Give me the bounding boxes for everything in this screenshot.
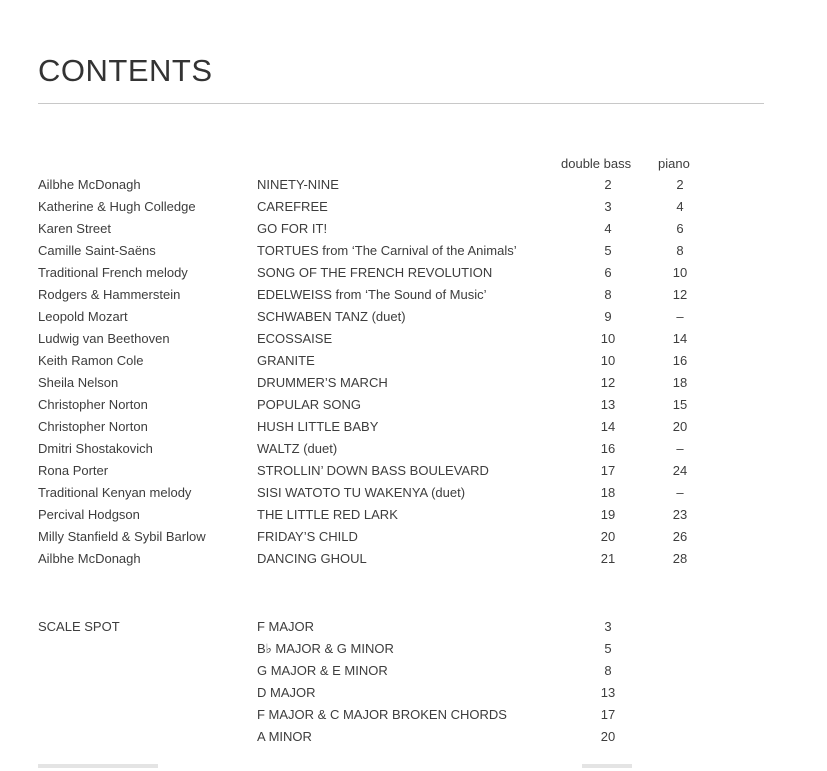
cropped-text-fragment xyxy=(582,764,632,768)
piano-page: 26 xyxy=(672,529,688,544)
composer: Milly Stanfield & Sybil Barlow xyxy=(38,529,206,544)
piece-title: FRIDAY’S CHILD xyxy=(257,529,358,544)
piano-page: – xyxy=(676,485,684,500)
piano-page: – xyxy=(676,309,684,324)
double-bass-page: 20 xyxy=(600,529,616,544)
double-bass-page: 9 xyxy=(604,309,612,324)
composer: Camille Saint-Saëns xyxy=(38,243,156,258)
piece-title: THE LITTLE RED LARK xyxy=(257,507,398,522)
composer: Traditional French melody xyxy=(38,265,188,280)
composer: Katherine & Hugh Colledge xyxy=(38,199,196,214)
piano-page: 18 xyxy=(672,375,688,390)
composer: Keith Ramon Cole xyxy=(38,353,144,368)
composer: Dmitri Shostakovich xyxy=(38,441,153,456)
piano-page: 15 xyxy=(672,397,688,412)
scale-title: B♭ MAJOR & G MINOR xyxy=(257,641,394,656)
piece-title: DRUMMER’S MARCH xyxy=(257,375,388,390)
piece-title: EDELWEISS from ‘The Sound of Music’ xyxy=(257,287,487,302)
double-bass-page: 6 xyxy=(604,265,612,280)
piece-title: STROLLIN’ DOWN BASS BOULEVARD xyxy=(257,463,489,478)
piece-title: HUSH LITTLE BABY xyxy=(257,419,379,434)
piano-page: 16 xyxy=(672,353,688,368)
piece-title: CAREFREE xyxy=(257,199,328,214)
piano-page: 10 xyxy=(672,265,688,280)
piece-title: POPULAR SONG xyxy=(257,397,362,412)
piano-page: 24 xyxy=(672,463,688,478)
double-bass-page: 2 xyxy=(604,177,612,192)
piece-title: SISI WATOTO TU WAKENYA (duet) xyxy=(257,485,466,500)
scale-spot-label: SCALE SPOT xyxy=(38,619,120,634)
double-bass-page: 14 xyxy=(600,419,616,434)
double-bass-page: 3 xyxy=(604,199,612,214)
composer: Leopold Mozart xyxy=(38,309,128,324)
scale-title: G MAJOR & E MINOR xyxy=(257,663,388,678)
column-header-piano: piano xyxy=(658,156,690,171)
double-bass-page: 10 xyxy=(600,353,616,368)
piece-title: DANCING GHOUL xyxy=(257,551,367,566)
cropped-text-fragment xyxy=(38,764,158,768)
composer: Ailbhe McDonagh xyxy=(38,551,141,566)
piano-page: 6 xyxy=(676,221,684,236)
title-divider xyxy=(38,103,764,104)
composer: Rona Porter xyxy=(38,463,109,478)
composer: Christopher Norton xyxy=(38,419,148,434)
piano-page: 4 xyxy=(676,199,684,214)
double-bass-page: 13 xyxy=(600,397,616,412)
piano-page: 23 xyxy=(672,507,688,522)
scale-page: 17 xyxy=(600,707,616,722)
piece-title: WALTZ (duet) xyxy=(257,441,338,456)
piece-title: GRANITE xyxy=(257,353,315,368)
piece-title: SCHWABEN TANZ (duet) xyxy=(257,309,406,324)
piece-title: ECOSSAISE xyxy=(257,331,333,346)
piano-page: – xyxy=(676,441,684,456)
composer: Ailbhe McDonagh xyxy=(38,177,141,192)
piano-page: 12 xyxy=(672,287,688,302)
scale-page: 20 xyxy=(600,729,616,744)
scale-page: 3 xyxy=(604,619,612,634)
piece-title: SONG OF THE FRENCH REVOLUTION xyxy=(257,265,493,280)
double-bass-page: 10 xyxy=(600,331,616,346)
scale-page: 8 xyxy=(604,663,612,678)
piece-title: NINETY-NINE xyxy=(257,177,339,192)
page-title: CONTENTS xyxy=(38,53,213,88)
piece-title: TORTUES from ‘The Carnival of the Animals’ xyxy=(257,243,517,258)
double-bass-page: 8 xyxy=(604,287,612,302)
piano-page: 14 xyxy=(672,331,688,346)
double-bass-page: 4 xyxy=(604,221,612,236)
piano-page: 28 xyxy=(672,551,688,566)
scale-title: F MAJOR & C MAJOR BROKEN CHORDS xyxy=(257,707,507,722)
scale-page: 13 xyxy=(600,685,616,700)
composer: Karen Street xyxy=(38,221,111,236)
column-header-double-bass: double bass xyxy=(561,156,632,171)
piano-page: 8 xyxy=(676,243,684,258)
scale-title: A MINOR xyxy=(257,729,312,744)
double-bass-page: 16 xyxy=(600,441,616,456)
composer: Rodgers & Hammerstein xyxy=(38,287,181,302)
double-bass-page: 21 xyxy=(600,551,616,566)
piano-page: 2 xyxy=(676,177,684,192)
piece-title: GO FOR IT! xyxy=(257,221,328,236)
composer: Ludwig van Beethoven xyxy=(38,331,170,346)
composer: Percival Hodgson xyxy=(38,507,140,522)
double-bass-page: 17 xyxy=(600,463,616,478)
composer: Traditional Kenyan melody xyxy=(38,485,192,500)
double-bass-page: 12 xyxy=(600,375,616,390)
scale-page: 5 xyxy=(604,641,612,656)
piano-page: 20 xyxy=(672,419,688,434)
double-bass-page: 19 xyxy=(600,507,616,522)
composer: Christopher Norton xyxy=(38,397,148,412)
double-bass-page: 5 xyxy=(604,243,612,258)
composer: Sheila Nelson xyxy=(38,375,119,390)
double-bass-page: 18 xyxy=(600,485,616,500)
scale-title: D MAJOR xyxy=(257,685,316,700)
scale-title: F MAJOR xyxy=(257,619,315,634)
